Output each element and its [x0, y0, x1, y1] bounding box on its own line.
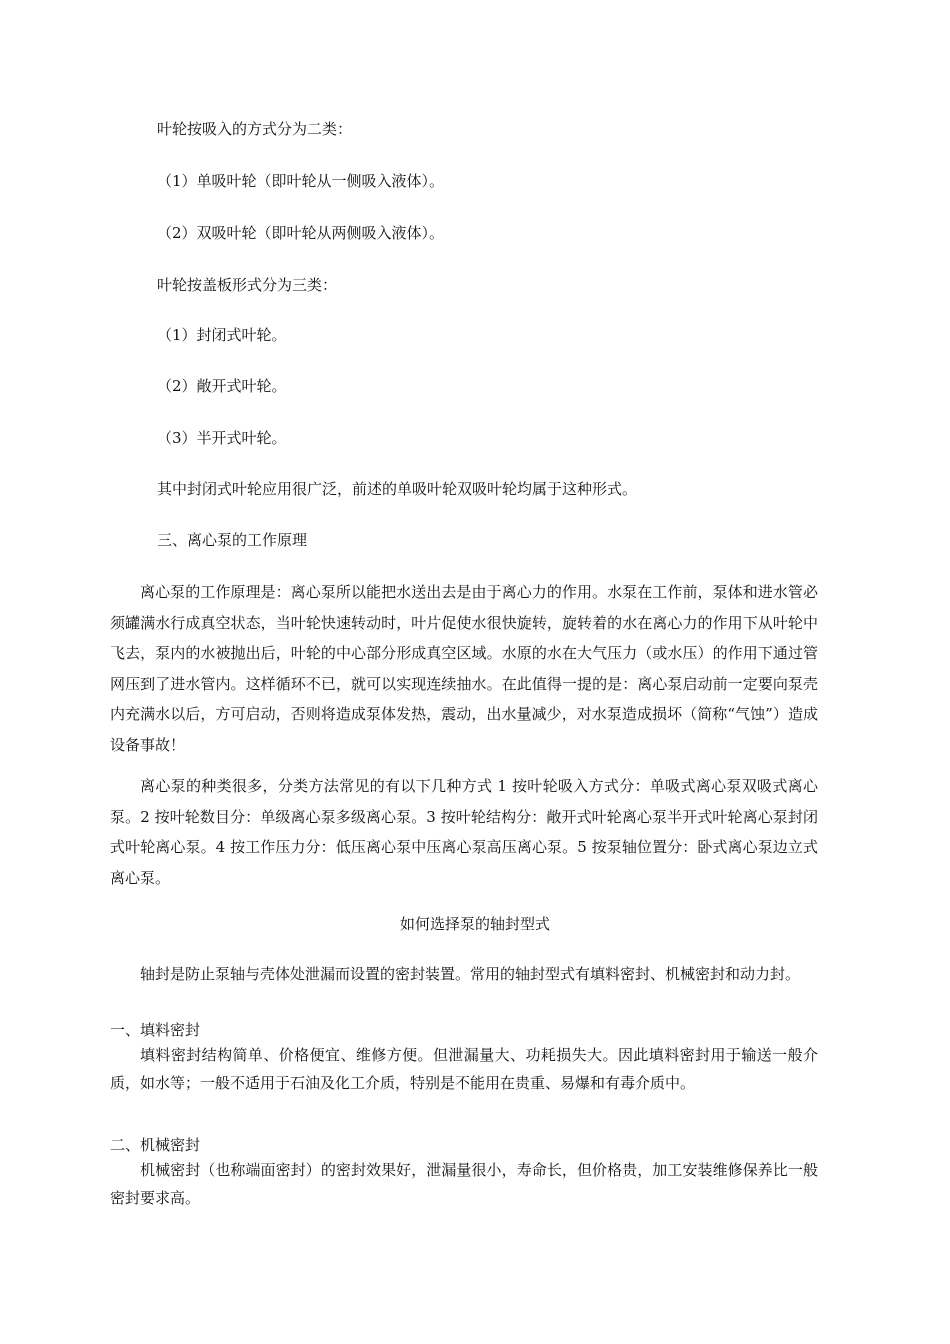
list-item-semi-open-impeller: （3）半开式叶轮。 — [157, 429, 287, 447]
seal-intro-paragraph: 轴封是防止泵轴与壳体处泄漏而设置的密封装置。常用的轴封型式有填料密封、机械密封和动力封。 — [140, 965, 801, 983]
list-item-double-suction: （2）双吸叶轮（即叶轮从两侧吸入液体）。 — [157, 224, 445, 242]
mechanical-seal-heading: 二、机械密封 — [110, 1136, 201, 1154]
mechanical-seal-paragraph: 机械密封（也称端面密封）的密封效果好，泄漏量很小，寿命长，但价格贵，加工安装维修保养比一般密封要求高。 — [110, 1161, 818, 1207]
pump-types-paragraph: 离心泵的种类很多，分类方法常见的有以下几种方式 1 按叶轮吸入方式分：单吸式离心泵双吸式离心泵。2 按叶轮数目分：单级离心泵多级离心泵。3 按叶轮结构分：敞开式叶轮离心泵半开式叶轮离心泵封闭式叶轮离心泵。4 按工作压力分：低压离心泵中压离心泵高压离心泵。5 按泵轴位置分：卧式离心泵边立式离心泵。 — [110, 777, 818, 887]
closed-impeller-note: 其中封闭式叶轮应用很广泛，前述的单吸叶轮双吸叶轮均属于这种形式。 — [157, 480, 638, 498]
impeller-cover-intro: 叶轮按盖板形式分为三类： — [157, 276, 338, 294]
list-item-open-impeller: （2）敞开式叶轮。 — [157, 377, 287, 395]
packing-seal-heading: 一、填料密封 — [110, 1021, 201, 1039]
list-item-closed-impeller: （1）封闭式叶轮。 — [157, 326, 287, 344]
section-heading: 三、离心泵的工作原理 — [157, 531, 308, 549]
impeller-suction-intro: 叶轮按吸入的方式分为二类： — [157, 120, 353, 138]
packing-seal-paragraph: 填料密封结构简单、价格便宜、维修方便。但泄漏量大、功耗损失大。因此填料密封用于输送一般介质，如水等；一般不适用于石油及化工介质，特别是不能用在贵重、易爆和有毒介质中。 — [110, 1046, 818, 1092]
seal-section-title: 如何选择泵的轴封型式 — [399, 915, 550, 933]
working-principle-paragraph: 离心泵的工作原理是：离心泵所以能把水送出去是由于离心力的作用。水泵在工作前，泵体和进水管必须罐满水行成真空状态，当叶轮快速转动时，叶片促使水很快旋转，旋转着的水在离心力的作用下从叶轮中飞去，泵内的水被抛出后，叶轮的中心部分形成真空区域。水原的水在大气压力（或水压）的作用下通过管网压到了进水管内。这样循环不已，就可以实现连续抽水。在此值得一提的是：离心泵启动前一定要向泵壳内充满水以后，方可启动，否则将造成泵体发热，震动，出水量减少，对水泵造成损坏（简称“气蚀”）造成设备事故！ — [110, 583, 818, 754]
list-item-single-suction: （1）单吸叶轮（即叶轮从一侧吸入液体）。 — [157, 172, 445, 190]
